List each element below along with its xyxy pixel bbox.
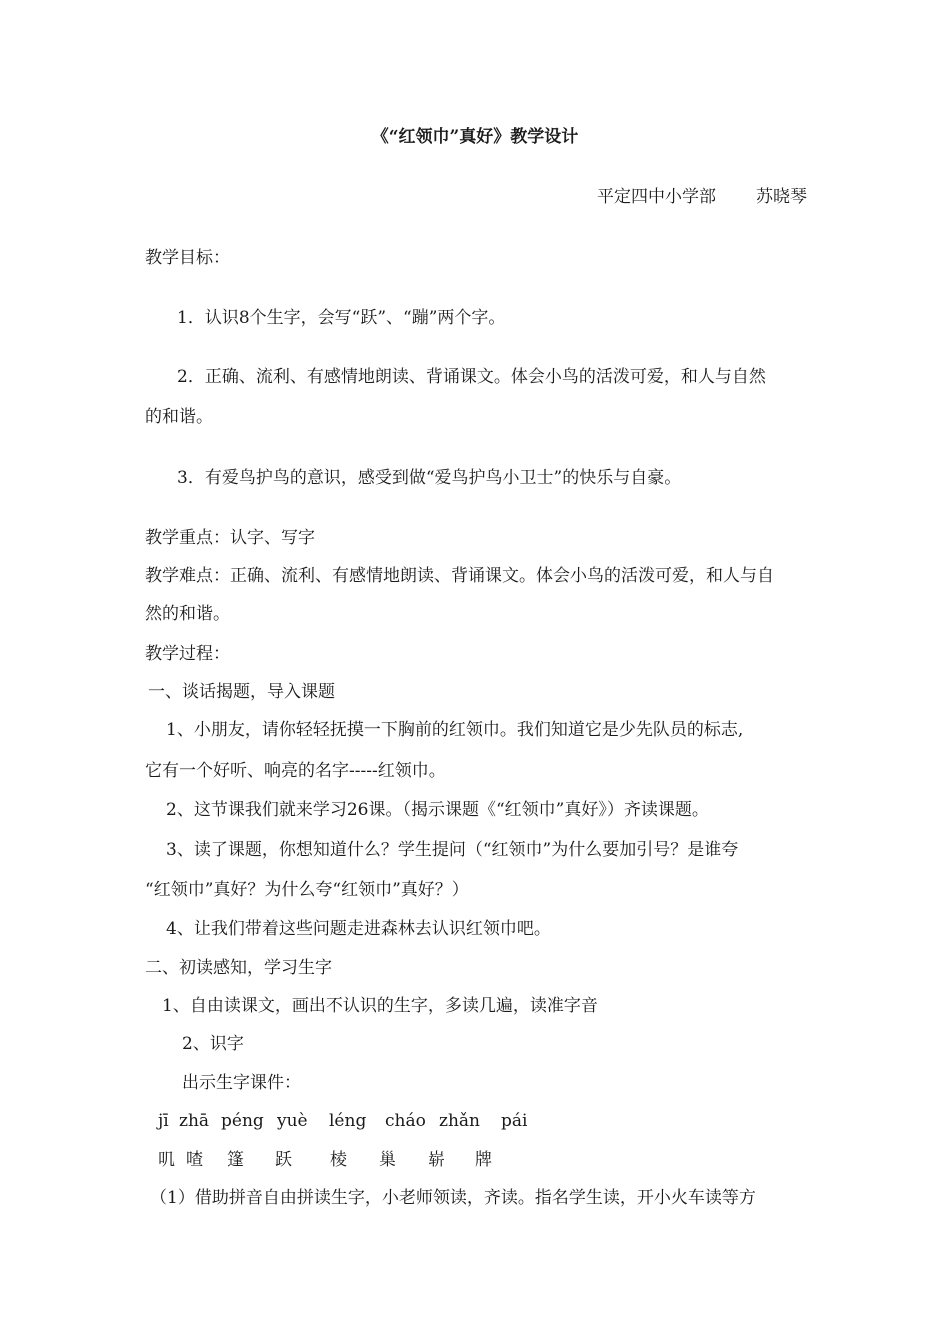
section1-heading: 一、谈话揭题，导入课题 <box>148 682 335 702</box>
section2-heading: 二、初读感知，学习生字 <box>145 958 332 978</box>
goal-item-2-cont: 的和谐。 <box>145 407 213 427</box>
author-line <box>597 186 807 208</box>
char-item: 棱 <box>330 1150 347 1170</box>
goal-item-1: 1．认识8个生字，会写“跃”、“蹦”两个字。 <box>177 308 506 328</box>
char-item: 牌 <box>475 1150 492 1170</box>
chars-row <box>158 1149 492 1171</box>
section1-line: “红领巾”真好？为什么夸“红领巾”真好？） <box>145 880 469 900</box>
char-item: 崭 <box>428 1150 445 1170</box>
section1-line: 4、让我们带着这些问题走进森林去认识红领巾吧。 <box>166 919 551 939</box>
char-item: 篷 <box>227 1150 244 1170</box>
section1-line: 它有一个好听、响亮的名字-----红领巾。 <box>145 761 446 781</box>
section1-line: 3、读了课题，你想知道什么？学生提问（“红领巾”为什么要加引号？是谁夸 <box>166 840 739 860</box>
pinyin-item: jī <box>158 1111 169 1131</box>
pinyin-item: cháo <box>385 1111 426 1131</box>
section2-line: 2、识字 <box>182 1034 244 1054</box>
section1-line: 1、小朋友，请你轻轻抚摸一下胸前的红领巾。我们知道它是少先队员的标志, <box>166 720 744 740</box>
pinyin-row <box>158 1110 527 1132</box>
section2-line: 1、自由读课文，画出不认识的生字，多读几遍，读准字音 <box>162 996 598 1016</box>
pinyin-item: yuè <box>277 1111 308 1131</box>
pinyin-item: pái <box>501 1111 528 1131</box>
pinyin-item: léng <box>329 1111 367 1131</box>
process-heading: 教学过程： <box>145 644 230 664</box>
pinyin-item: zhā <box>179 1111 210 1131</box>
goal-item-3: 3．有爱鸟护鸟的意识，感受到做“爱鸟护鸟小卫士”的快乐与自豪。 <box>177 468 682 488</box>
char-item: 跃 <box>275 1150 292 1170</box>
section1-line: 2、这节课我们就来学习26课。（揭示课题《“红领巾”真好》）齐读课题。 <box>166 800 709 820</box>
author-school: 平定四中小学部 <box>597 187 716 207</box>
goal-item-2: 2．正确、流利、有感情地朗读、背诵课文。体会小鸟的活泼可爱，和人与自然 <box>177 367 766 387</box>
char-item: 叽 <box>158 1150 175 1170</box>
pinyin-item: péng <box>221 1111 264 1131</box>
key-point: 教学重点：认字、写字 <box>145 528 315 548</box>
char-item: 喳 <box>186 1150 203 1170</box>
author-name: 苏晓琴 <box>756 187 807 207</box>
difficulty-line-2: 然的和谐。 <box>145 604 230 624</box>
pinyin-item: zhǎn <box>439 1111 480 1131</box>
document-title: 《“红领巾”真好》教学设计 <box>371 127 579 147</box>
section2-last-line: （1）借助拼音自由拼读生字，小老师领读，齐读。指名学生读，开小火车读等方 <box>150 1188 756 1208</box>
difficulty-line-1: 教学难点：正确、流利、有感情地朗读、背诵课文。体会小鸟的活泼可爱，和人与自 <box>145 566 774 586</box>
char-item: 巢 <box>379 1150 396 1170</box>
section2-line: 出示生字课件： <box>182 1073 301 1093</box>
goals-heading: 教学目标： <box>145 248 230 268</box>
